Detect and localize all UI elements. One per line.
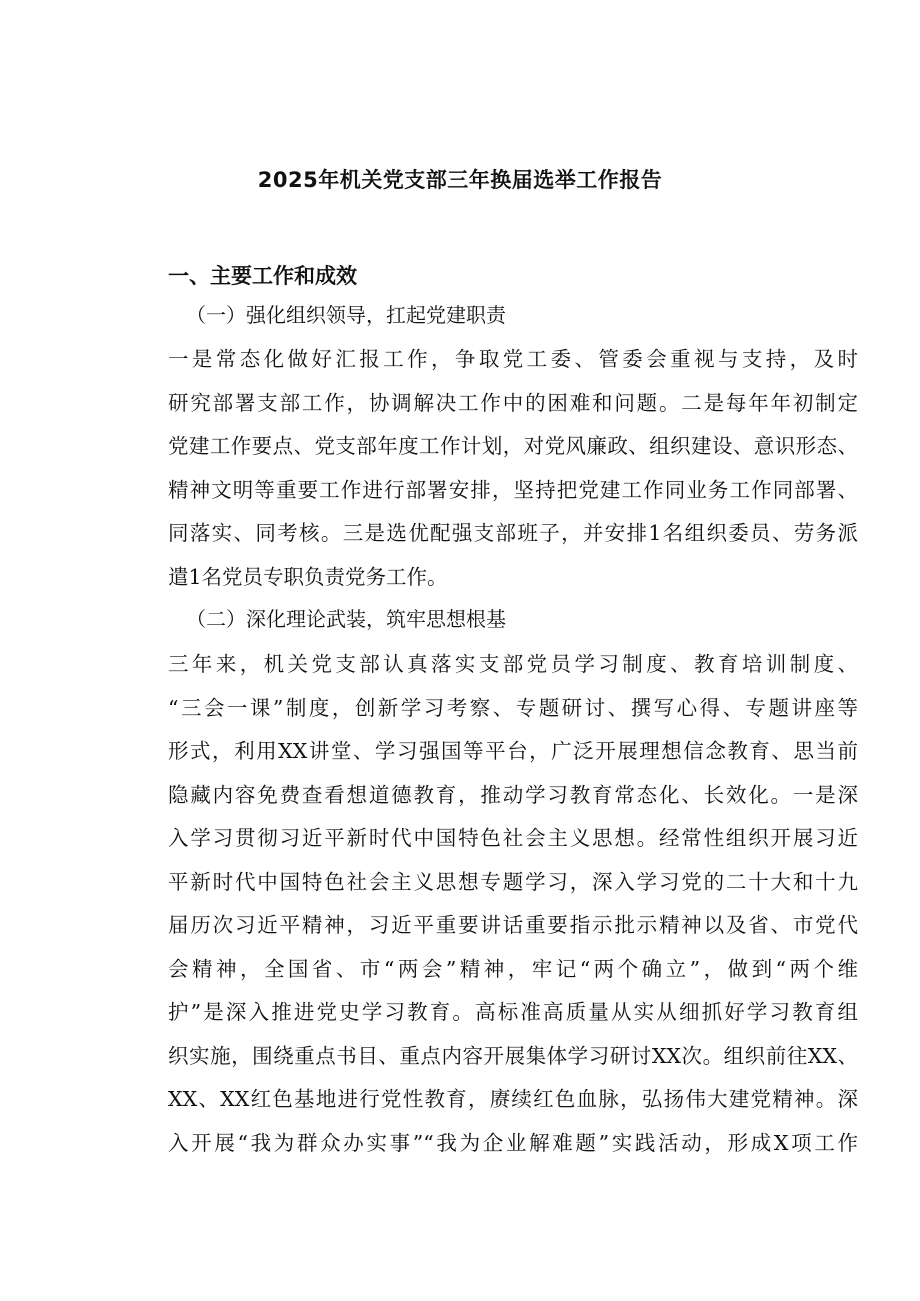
paragraph-line: XX、XX红色基地进行党性教育，赓续红色血脉，弘扬伟大建党精神。深 [168, 1087, 858, 1111]
subsection-heading-theory-study: （二）深化理论武装，筑牢思想根基 [186, 607, 506, 631]
paragraph-line: 织实施，围绕重点书目、重点内容开展集体学习研讨XX次。组织前往XX、 [168, 1043, 858, 1068]
section-heading-main-work: 一、主要工作和成效 [168, 264, 357, 288]
paragraph-line: 研究部署支部工作，协调解决工作中的困难和问题。二是每年年初制定 [168, 390, 858, 415]
paragraph-line: 党建工作要点、党支部年度工作计划，对党风廉政、组织建设、意识形态、 [168, 434, 858, 458]
document-title: 2025年机关党支部三年换届选举工作报告 [257, 168, 663, 192]
paragraph-line: 入学习贯彻习近平新时代中国特色社会主义思想。经常性组织开展习近 [168, 826, 858, 850]
paragraph-line: 遣1名党员专职负责党务工作。 [168, 564, 448, 589]
paragraph-line: 形式，利用XX讲堂、学习强国等平台，广泛开展理想信念教育、思当前 [168, 739, 858, 763]
paragraph-organization-leadership [168, 338, 858, 599]
paragraph-line: 护”是深入推进党史学习教育。高标准高质量从实从细抓好学习教育组 [168, 1000, 858, 1024]
paragraph-line: 三年来，机关党支部认真落实支部党员学习制度、教育培训制度、 [168, 652, 858, 676]
paragraph-line: 平新时代中国特色社会主义思想专题学习，深入学习党的二十大和十九 [168, 869, 858, 894]
paragraph-line: 一是常态化做好汇报工作，争取党工委、管委会重视与支持，及时 [168, 347, 858, 371]
paragraph-line: 会精神，全国省、市“两会”精神，牢记“两个确立”，做到“两个维 [168, 956, 858, 981]
paragraph-line: “三会一课”制度，创新学习考察、专题研讨、撰写心得、专题讲座等 [168, 695, 858, 720]
subsection-heading-organization-leadership: （一）强化组织领导，扛起党建职责 [186, 303, 506, 327]
paragraph-line: 届历次习近平精神，习近平重要讲话重要指示批示精神以及省、市党代 [168, 913, 858, 937]
paragraph-line: 入开展“我为群众办实事”“我为企业解难题”实践活动，形成X项工作 [168, 1130, 858, 1155]
paragraph-theory-study [168, 643, 858, 1165]
paragraph-line: 精神文明等重要工作进行部署安排，坚持把党建工作同业务工作同部署、 [168, 477, 858, 502]
paragraph-line: 同落实、同考核。三是选优配强支部班子，并安排1名组织委员、劳务派 [168, 521, 858, 545]
paragraph-line: 隐藏内容免费查看想道德教育，推动学习教育常态化、长效化。一是深 [168, 782, 858, 807]
